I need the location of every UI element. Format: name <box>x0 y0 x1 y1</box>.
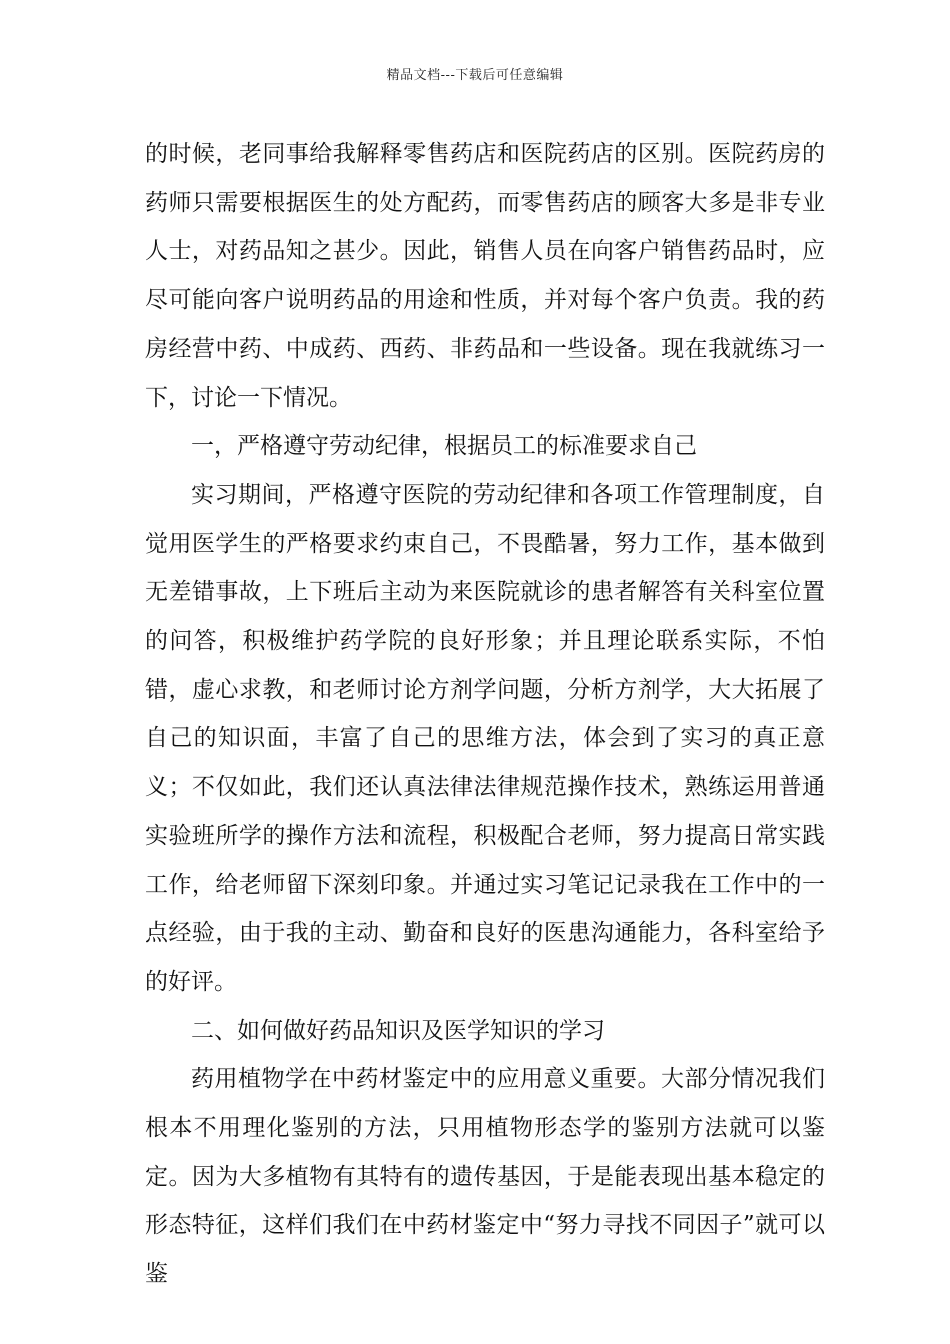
section-heading-1: 一，严格遵守劳动纪律，根据员工的标准要求自己 <box>191 433 697 460</box>
paragraph-internship-discipline: 实习期间，严格遵守医院的劳动纪律和各项工作管理制度，自觉用医学生的严格要求约束自己，不畏酷暑，努力工作，基本做到无差错事故，上下班后主动为来医院就诊的患者解答有关科室位置的问答，积极维护药学院的良好形象；并且理论联系实际，不怕错，虚心求教，和老师讨论方剂学问题，分析方剂学，大大拓展了自己的知识面，丰富了自己的思维方法，体会到了实习的真正意义；不仅如此，我们还认真法律法律规范操作技术，熟练运用普通实验班所学的操作方法和流程，积极配合老师，努力提高日常实践工作，给老师留下深刻印象。并通过实习笔记记录我在工作中的一点经验，由于我的主动、勤奋和良好的医患沟通能力，各科室给予的好评。 <box>145 481 825 995</box>
paragraph-botany: 药用植物学在中药材鉴定中的应用意义重要。大部分情况我们根本不用理化鉴别的方法，只用植物形态学的鉴别方法就可以鉴定。因为大多植物有其特有的遗传基因，于是能表现出基本稳定的形态特征，这样们我们在中药材鉴定中“努力寻找不同因子”就可以鉴 <box>145 1066 825 1288</box>
section-heading-2: 二、如何做好药品知识及医学知识的学习 <box>191 1017 605 1044</box>
document-body <box>145 130 825 1299</box>
page-header: 精品文档---下载后可任意编辑 <box>386 68 564 83</box>
paragraph-continuation: 的时候，老同事给我解释零售药店和医院药店的区别。医院药房的药师只需要根据医生的处方配药，而零售药店的顾客大多是非专业人士，对药品知之甚少。因此，销售人员在向客户销售药品时，应尽可能向客户说明药品的用途和性质，并对每个客户负责。我的药房经营中药、中成药、西药、非药品和一些设备。现在我就练习一下，讨论一下情况。 <box>145 141 825 411</box>
